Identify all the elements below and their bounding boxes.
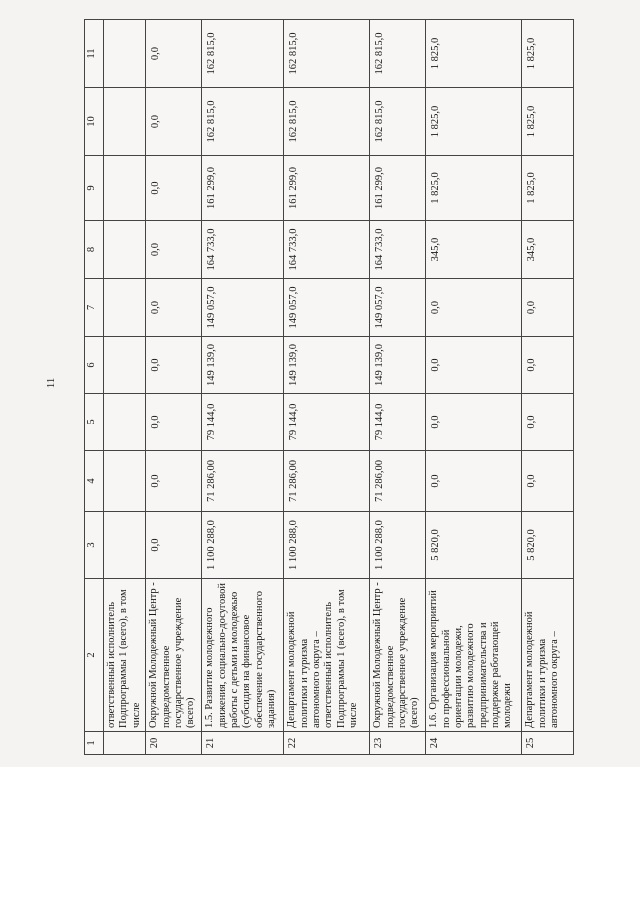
column-number-cell: 7 [85, 279, 104, 337]
table-row [146, 20, 202, 755]
value-cell [104, 451, 146, 512]
table-row [370, 20, 426, 755]
value-cell [104, 394, 146, 451]
value-cell: 162 815,0 [202, 88, 284, 156]
value-cell: 0,0 [522, 279, 574, 337]
row-number-cell [104, 732, 146, 755]
table-row [104, 20, 146, 755]
value-cell: 162 815,0 [370, 20, 426, 88]
value-cell: 1 100 288,0 [370, 512, 426, 579]
value-cell: 162 815,0 [202, 20, 284, 88]
table-row [202, 20, 284, 755]
value-cell: 0,0 [522, 394, 574, 451]
column-number-cell: 4 [85, 451, 104, 512]
value-cell [104, 20, 146, 88]
value-cell: 1 825,0 [426, 20, 522, 88]
value-cell: 0,0 [426, 337, 522, 394]
value-cell: 161 299,0 [284, 156, 370, 221]
value-cell: 0,0 [522, 451, 574, 512]
value-cell [104, 156, 146, 221]
column-number-cell: 11 [85, 20, 104, 88]
column-number-cell: 9 [85, 156, 104, 221]
row-name-cell: ответственный исполнитель Подпрограммы 1 (всего), в том числе [104, 579, 146, 732]
value-cell: 0,0 [146, 451, 202, 512]
value-cell: 345,0 [426, 221, 522, 279]
row-number-cell: 22 [284, 732, 370, 755]
value-cell: 164 733,0 [370, 221, 426, 279]
value-cell: 0,0 [146, 512, 202, 579]
column-number-cell: 10 [85, 88, 104, 156]
value-cell: 71 286,00 [284, 451, 370, 512]
value-cell: 1 825,0 [522, 156, 574, 221]
value-cell: 0,0 [146, 279, 202, 337]
row-name-cell: 1.5. Развитие молодежного движения, социально-досуговой работы с детьми и молодежью (субсидия на финансовое обеспечение государственного задания) [202, 579, 284, 732]
value-cell [104, 88, 146, 156]
value-cell: 161 299,0 [202, 156, 284, 221]
row-name-cell: Департамент молодежной политики и туризма автономного округа – ответственный исполнитель Подпрограммы 1 (всего), в том числе [284, 579, 370, 732]
value-cell: 149 139,0 [202, 337, 284, 394]
value-cell: 0,0 [146, 337, 202, 394]
value-cell: 1 825,0 [426, 88, 522, 156]
row-name-cell: Департамент молодежной политики и туризма автономного округа – [522, 579, 574, 732]
value-cell: 149 057,0 [370, 279, 426, 337]
value-cell: 149 139,0 [284, 337, 370, 394]
value-cell: 1 825,0 [522, 20, 574, 88]
column-number-header-row [85, 20, 104, 755]
value-cell: 0,0 [426, 279, 522, 337]
value-cell: 0,0 [146, 394, 202, 451]
column-number-cell: 1 [85, 732, 104, 755]
value-cell: 149 139,0 [370, 337, 426, 394]
value-cell: 79 144,0 [284, 394, 370, 451]
value-cell: 1 100 288,0 [284, 512, 370, 579]
row-number-cell: 25 [522, 732, 574, 755]
row-number-cell: 20 [146, 732, 202, 755]
value-cell: 164 733,0 [202, 221, 284, 279]
value-cell: 0,0 [146, 20, 202, 88]
table-row [284, 20, 370, 755]
row-number-cell: 23 [370, 732, 426, 755]
value-cell: 1 825,0 [522, 88, 574, 156]
value-cell: 5 820,0 [426, 512, 522, 579]
value-cell: 71 286,00 [370, 451, 426, 512]
budget-table [84, 19, 574, 755]
value-cell: 0,0 [146, 88, 202, 156]
column-number-cell: 6 [85, 337, 104, 394]
value-cell: 162 815,0 [370, 88, 426, 156]
row-name-cell: Окружной Молодежный Центр - подведомственное государственное учреждение (всего) [370, 579, 426, 732]
value-cell: 5 820,0 [522, 512, 574, 579]
value-cell: 0,0 [146, 156, 202, 221]
value-cell: 0,0 [426, 394, 522, 451]
value-cell: 149 057,0 [202, 279, 284, 337]
value-cell: 164 733,0 [284, 221, 370, 279]
table-row [522, 20, 574, 755]
value-cell [104, 512, 146, 579]
column-number-cell: 8 [85, 221, 104, 279]
column-number-cell: 5 [85, 394, 104, 451]
value-cell: 162 815,0 [284, 20, 370, 88]
value-cell: 161 299,0 [370, 156, 426, 221]
row-name-cell: Окружной Молодежный Центр - подведомственное государственное учреждение (всего) [146, 579, 202, 732]
value-cell: 79 144,0 [202, 394, 284, 451]
value-cell: 0,0 [522, 337, 574, 394]
value-cell: 79 144,0 [370, 394, 426, 451]
row-number-cell: 24 [426, 732, 522, 755]
column-number-cell: 3 [85, 512, 104, 579]
page-number: 11 [45, 377, 57, 389]
value-cell [104, 279, 146, 337]
rotated-table-sheet [84, 20, 574, 755]
row-name-cell: 1.6. Организация мероприятий по профессиональной ориентации молодежи, развитию молодежного предпринимательства и поддержке работающей молодежи [426, 579, 522, 732]
row-number-cell: 21 [202, 732, 284, 755]
table-row [426, 20, 522, 755]
value-cell [104, 337, 146, 394]
value-cell: 0,0 [426, 451, 522, 512]
value-cell [104, 221, 146, 279]
value-cell: 345,0 [522, 221, 574, 279]
value-cell: 149 057,0 [284, 279, 370, 337]
value-cell: 1 100 288,0 [202, 512, 284, 579]
value-cell: 162 815,0 [284, 88, 370, 156]
value-cell: 71 286,00 [202, 451, 284, 512]
column-number-cell: 2 [85, 579, 104, 732]
value-cell: 1 825,0 [426, 156, 522, 221]
value-cell: 0,0 [146, 221, 202, 279]
